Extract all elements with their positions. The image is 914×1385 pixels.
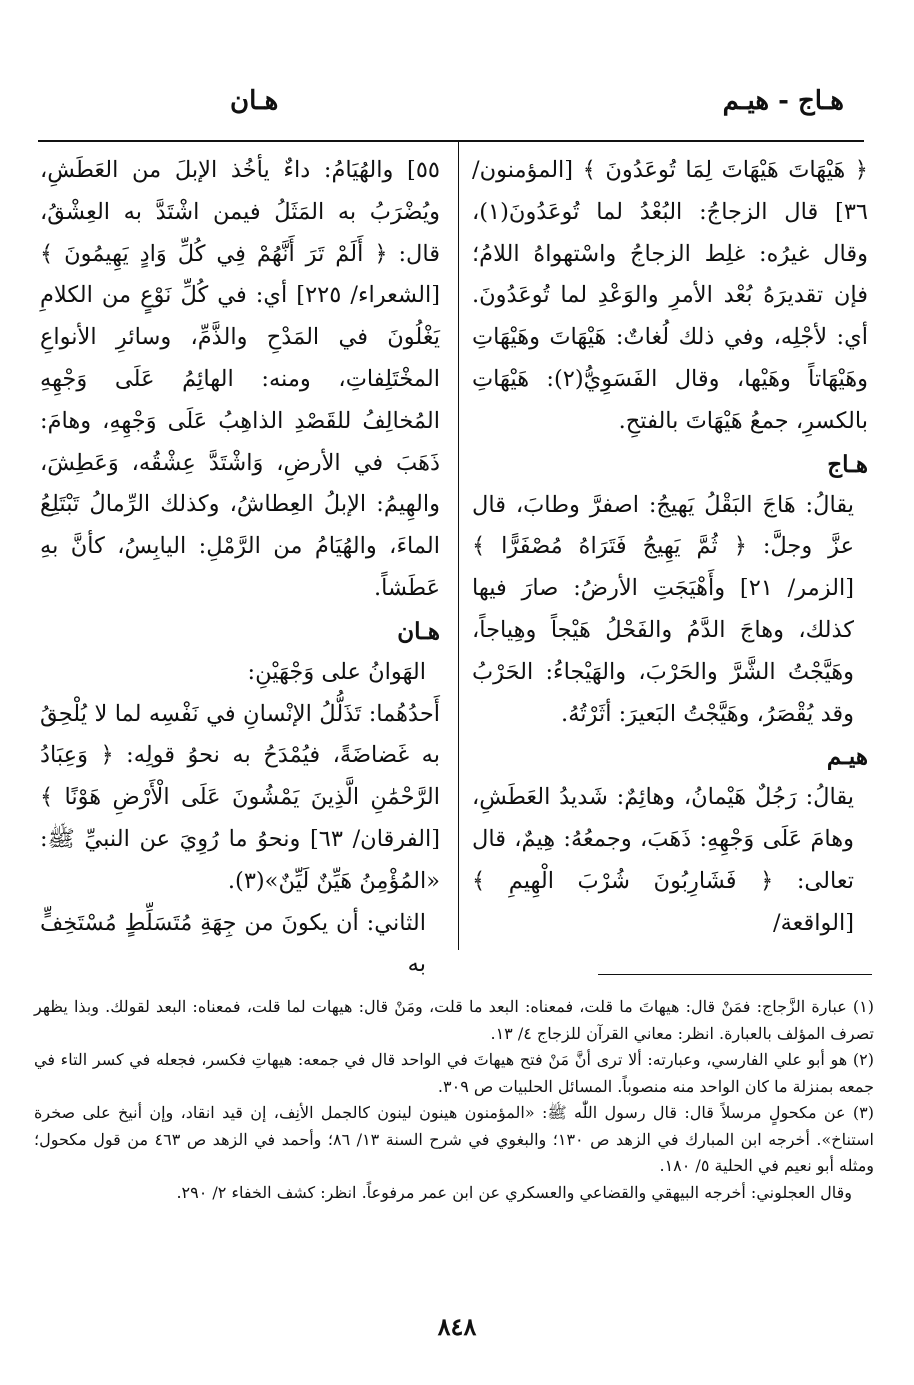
paragraph: أَحدُهُما: تَذَلُّلُ الإنْسانِ في نَفْسِه لما لا يُلْحِقُ به غَضاضَةً، فيُمْدَحُ به نحوُ قولِه: ﴿ وَعِبَادُ الرَّحْمَٰنِ الَّذِينَ يَمْشُونَ عَلَى الْأَرْضِ هَوْنًا ﴾ [الفرقان/ ٦٣] ونحوُ ما رُوِيَ عن النبيِّ ﷺ: «المُؤْمِنُ هَيِّنٌ لَيِّنٌ»(٣). — [40, 700, 440, 894]
entry-heading-han: هـان — [397, 617, 440, 645]
footnote-3-continuation: وقال العجلوني: أخرجه البيهقي والقضاعي والعسكري عن ابن عمر مرفوعاً. انظر: كشف الخفاء ٢/ ٢٩٠. — [176, 1182, 852, 1202]
paragraph: الثاني: أن يكونَ من جِهَةِ مُتَسَلِّطٍ مُسْتَخِفٍّ به — [40, 909, 426, 978]
page-number: ٨٤٨ — [437, 1312, 477, 1341]
footnote-rule — [598, 974, 872, 975]
entry-heading-haym: هيـم — [826, 743, 868, 771]
paragraph: يقالُ: هَاجَ البَقْلُ يَهيجُ: اصفرَّ وطابَ، قال عزَّ وجلَّ: ﴿ ثُمَّ يَهِيجُ فَتَرَاهُ مُصْفَرًّا ﴾ [الزمر/ ٢١] وأَهْيَجَتِ الأرضُ: صارَ فيها كذلك، وهاجَ الدَّمُ والفَحْلُ هَيْجاً وهِياجاً، وهَيَّجْتُ الشَّرَّ والحَرْبَ، والهَيْجاءُ: الحَرْبُ وقد يُقْصَرُ، وهَيَّجْتُ البَعيرَ: أثَرْتُهُ. — [472, 491, 855, 727]
paragraph: يقالُ: رَجُلٌ هَيْمانُ، وهائِمٌ: شَديدُ العَطَشِ، وهامَ عَلَى وَجْهِهِ: ذَهَبَ، وجمعُهُ: هِيمٌ، قال تعالى: ﴿ فَشَارِبُونَ شُرْبَ الْهِيمِ ﴾ [الواقعة/ — [472, 784, 854, 936]
column-divider — [458, 142, 459, 950]
footnote-2: (٢) هو أبو علي الفارسي، وعبارته: ألا ترى أنَّ مَنْ فتح هيهاتَ في الواحد قال في جمعه: هيهاتِ فكسر، فجعله في كسر التاء في جمعه بمنزلة ما كان الواحد منه منصوباً. المسائل الحلبيات ص ٣٠٩. — [34, 1050, 874, 1096]
header-rule — [38, 140, 864, 142]
left-column — [40, 150, 440, 986]
paragraph: ﴿ هَيْهَاتَ هَيْهَاتَ لِمَا تُوعَدُونَ ﴾ [المؤمنون/ ٣٦] قال الزجاجُ: البُعْدُ لما تُوعَدُونَ(١)، وقال غيرُه: غلِط الزجاجُ واسْتهواهُ اللامُ؛ فإن تقديرَهُ بُعْد الأمرِ والوَعْدِ لما تُوعَدُونَ. أي: لأجْلِه، وفي ذلك لُغاتٌ: هَيْهَاتَ وهَيْهَاتِ وهَيْهَاتاً وهَيْها، وقال الفَسَوِيُّ(٢): هَيْهَاتِ بالكسرِ، جمعُ هَيْهَاتَ بالفتحِ. — [472, 157, 869, 434]
right-column — [472, 150, 868, 945]
footnote-1: (١) عبارة الزَّجاج: فمَنْ قال: هيهاتَ ما قلت، فمعناه: البعد ما قلت، ومَنْ قال: هيهات لما قلت، فمعناه: البعد لقولك. وبذا يظهر تصرف المؤلف بالعبارة. انظر: معاني القرآن للزجاج ٤/ ١٣. — [34, 997, 874, 1043]
running-header-left: هـان — [230, 86, 279, 116]
entry-heading-haj: هـاج — [827, 450, 868, 478]
running-header-right: هـاج - هيـم — [722, 86, 844, 116]
footnote-3: (٣) عن مكحولٍ مرسلاً قال: قال رسول اللّٰه ﷺ: «المؤمنون هينون لينون كالجمل الأنِف، إن قيد انقاد، وإن أنيخ على صخرة استناخ». أخرجه ابن المبارك في الزهد ص ١٣٠؛ والبغوي في شرح السنة ١٣/ ٨٦؛ وأحمد في الزهد ص ٤٦٣ من قول مكحول؛ ومثله أبو نعيم في الحلية ٥/ ١٨٠. — [34, 1103, 874, 1175]
paragraph: الهَوانُ على وَجْهَيْنِ: — [247, 658, 426, 685]
footnotes — [34, 994, 874, 1206]
paragraph: ٥٥] والهُيَامُ: داءٌ يأخُذ الإبلَ من العَطَشِ، ويُضْرَبُ به المَثَلُ فيمن اشْتَدَّ به العِشْقُ، قال: ﴿ أَلَمْ تَرَ أَنَّهُمْ فِي كُلِّ وَادٍ يَهِيمُونَ ﴾ [الشعراء/ ٢٢٥] أي: في كُلِّ نَوْعٍ من الكلامِ يَغْلُونَ في المَدْحِ والذَّمِّ، وسائرِ الأنواعِ المخْتَلِفاتِ، ومنه: الهائِمُ عَلَى وَجْهِهِ المُخالِفُ للقَصْدِ الذاهِبُ عَلَى وَجْهِهِ، وهامَ: ذَهَبَ في الأرضِ، وَاشْتَدَّ عِشْقُه، وَعَطِشَ، والهِيمُ: الإبلُ العِطاشُ، وكذلك الرِّمالُ تَبْتَلِعُ الماءَ، والهُيَامُ من الرَّمْلِ: اليابِسُ، كأنَّ بهِ عَطَشاً. — [40, 157, 440, 601]
